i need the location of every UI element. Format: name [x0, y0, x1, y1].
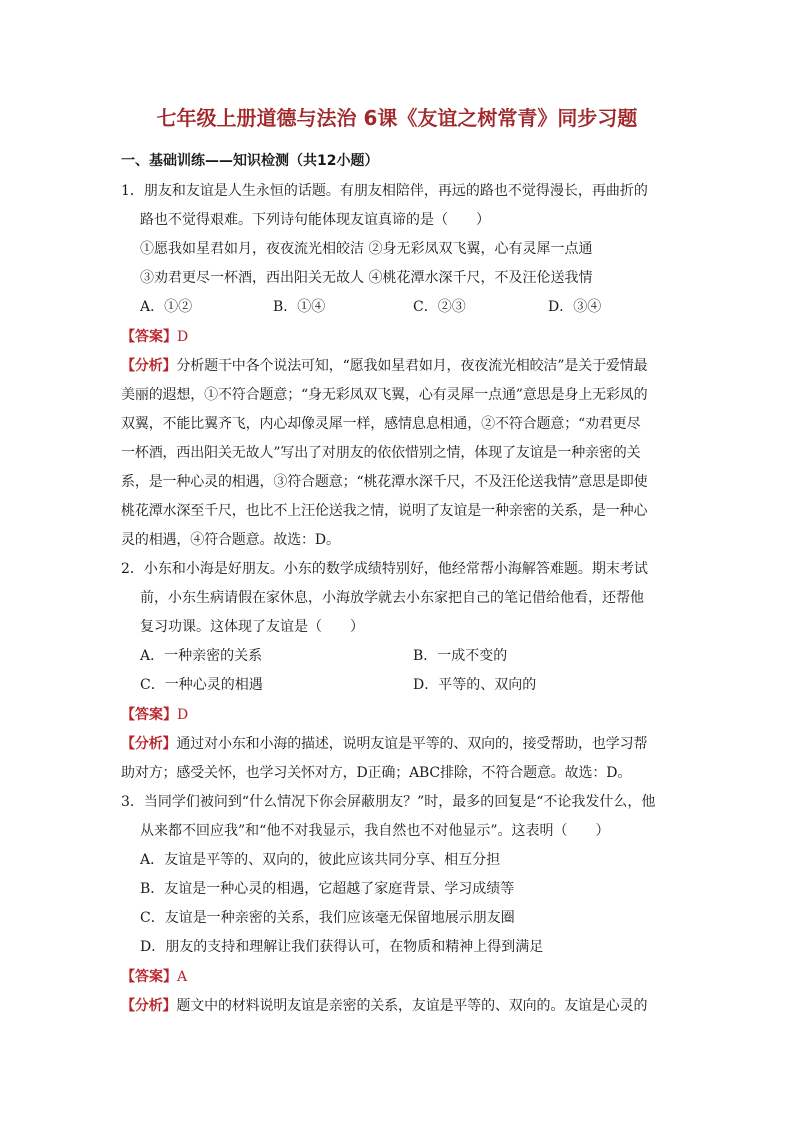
q3-stem-line-2: 从来都不回应我”和“他不对我显示，我自然也不对他显示”。这表明（ ）	[140, 823, 610, 839]
q1-option-line-2: ③劝君更尽一杯酒，西出阳关无故人 ④桃花潭水深千尺，不及汪伦送我情	[140, 270, 593, 286]
q2-analysis-line-2: 助对方；感受关怀，也学习关怀对方，D正确；ABC排除，不符合题意。故选：D。	[121, 765, 632, 781]
q1-choice-a: A．①②	[140, 299, 193, 315]
q1-choice-d: D．③④	[548, 299, 602, 315]
q2-analysis-line-1: 【分析】通过对小东和小海的描述，说明友谊是平等的、双向的，接受帮助，也学习帮	[121, 736, 648, 752]
answer-tag: 【答案】	[121, 329, 177, 345]
analysis-tag: 【分析】	[121, 998, 177, 1014]
q1-stem-line-2: 路也不觉得艰难。下列诗句能体现友谊真谛的是（ ）	[140, 212, 490, 228]
q1-choice-b: B．①④	[273, 299, 326, 315]
q1-answer	[121, 327, 188, 347]
q1-analysis-line-7: 灵的相遇，④符合题意。故选：D。	[121, 532, 340, 548]
q1-analysis-line-3: 双翼，不能比翼齐飞，内心却像灵犀一样，感情息息相通，②不符合题意；“劝君更尽	[121, 416, 641, 432]
q2-choice-d: D．平等的、双向的	[413, 677, 537, 693]
q1-stem-line-1: 1．朋友和友谊是人生永恒的话题。有朋友相陪伴，再远的路也不觉得漫长，再曲折的	[121, 183, 648, 199]
analysis-tag: 【分析】	[121, 736, 177, 752]
q1-analysis-line-5: 系，是一种心灵的相遇，③符合题意；“桃花潭水深千尺，不及汪伦送我情”意思是即使	[121, 474, 648, 490]
answer-tag: 【答案】	[121, 707, 177, 723]
q2-stem-line-2: 前，小东生病请假在家休息，小海放学就去小东家把自己的笔记借给他看，还帮他	[140, 590, 644, 606]
q1-analysis-line-4: 一杯酒，西出阳关无故人”写出了对朋友的依依惜别之情，体现了友谊是一种亲密的关	[121, 445, 641, 461]
q3-choice-d: D．朋友的支持和理解让我们获得认可，在物质和精神上得到满足	[140, 939, 544, 955]
q2-choice-b: B．一成不变的	[413, 648, 508, 664]
answer-value: D	[177, 707, 189, 723]
answer-value: D	[177, 329, 189, 345]
q3-choice-c: C．友谊是一种亲密的关系，我们应该毫无保留地展示朋友圈	[140, 910, 515, 926]
q2-choice-a: A．一种亲密的关系	[140, 648, 263, 664]
q2-choice-c: C．一种心灵的相遇	[140, 677, 263, 693]
q1-choice-c: C．②③	[413, 299, 466, 315]
q1-option-line-1: ①愿我如星君如月，夜夜流光相皎洁 ②身无彩凤双飞翼，心有灵犀一点通	[140, 241, 593, 257]
q3-choice-b: B．友谊是一种心灵的相遇，它超越了家庭背景、学习成绩等	[140, 881, 515, 897]
answer-value: A	[177, 969, 188, 985]
q2-stem-line-3: 复习功课。这体现了友谊是（ ）	[140, 619, 364, 635]
answer-tag: 【答案】	[121, 969, 177, 985]
q3-answer	[121, 967, 187, 987]
q1-analysis-line-6: 桃花潭水深至千尺，也比不上汪伦送我之情，说明了友谊是一种亲密的关系，是一种心	[121, 503, 648, 519]
section-heading: 一、基础训练——知识检测（共12小题）	[121, 153, 379, 169]
q3-analysis-line-1: 【分析】题文中的材料说明友谊是亲密的关系，友谊是平等的、双向的。友谊是心灵的	[121, 998, 648, 1014]
q2-answer	[121, 705, 188, 725]
q1-analysis-line-1: 【分析】分析题干中各个说法可知，“愿我如星君如月，夜夜流光相皎洁”是关于爱情最	[121, 358, 648, 374]
q2-stem-line-1: 2．小东和小海是好朋友。小东的数学成绩特别好，他经常帮小海解答难题。期末考试	[121, 561, 648, 577]
q1-analysis-line-2: 美丽的遐想，①不符合题意；“身无彩凤双飞翼，心有灵犀一点通”意思是身上无彩凤的	[121, 387, 648, 403]
q3-stem-line-1: 3．当同学们被问到“什么情况下你会屏蔽朋友？”时，最多的回复是“不论我发什么，他	[121, 794, 656, 810]
q3-choice-a: A．友谊是平等的、双向的，彼此应该共同分享、相互分担	[140, 852, 501, 868]
page-title: 七年级上册道德与法治 6课《友谊之树常青》同步习题	[156, 106, 638, 130]
analysis-tag: 【分析】	[121, 358, 177, 374]
